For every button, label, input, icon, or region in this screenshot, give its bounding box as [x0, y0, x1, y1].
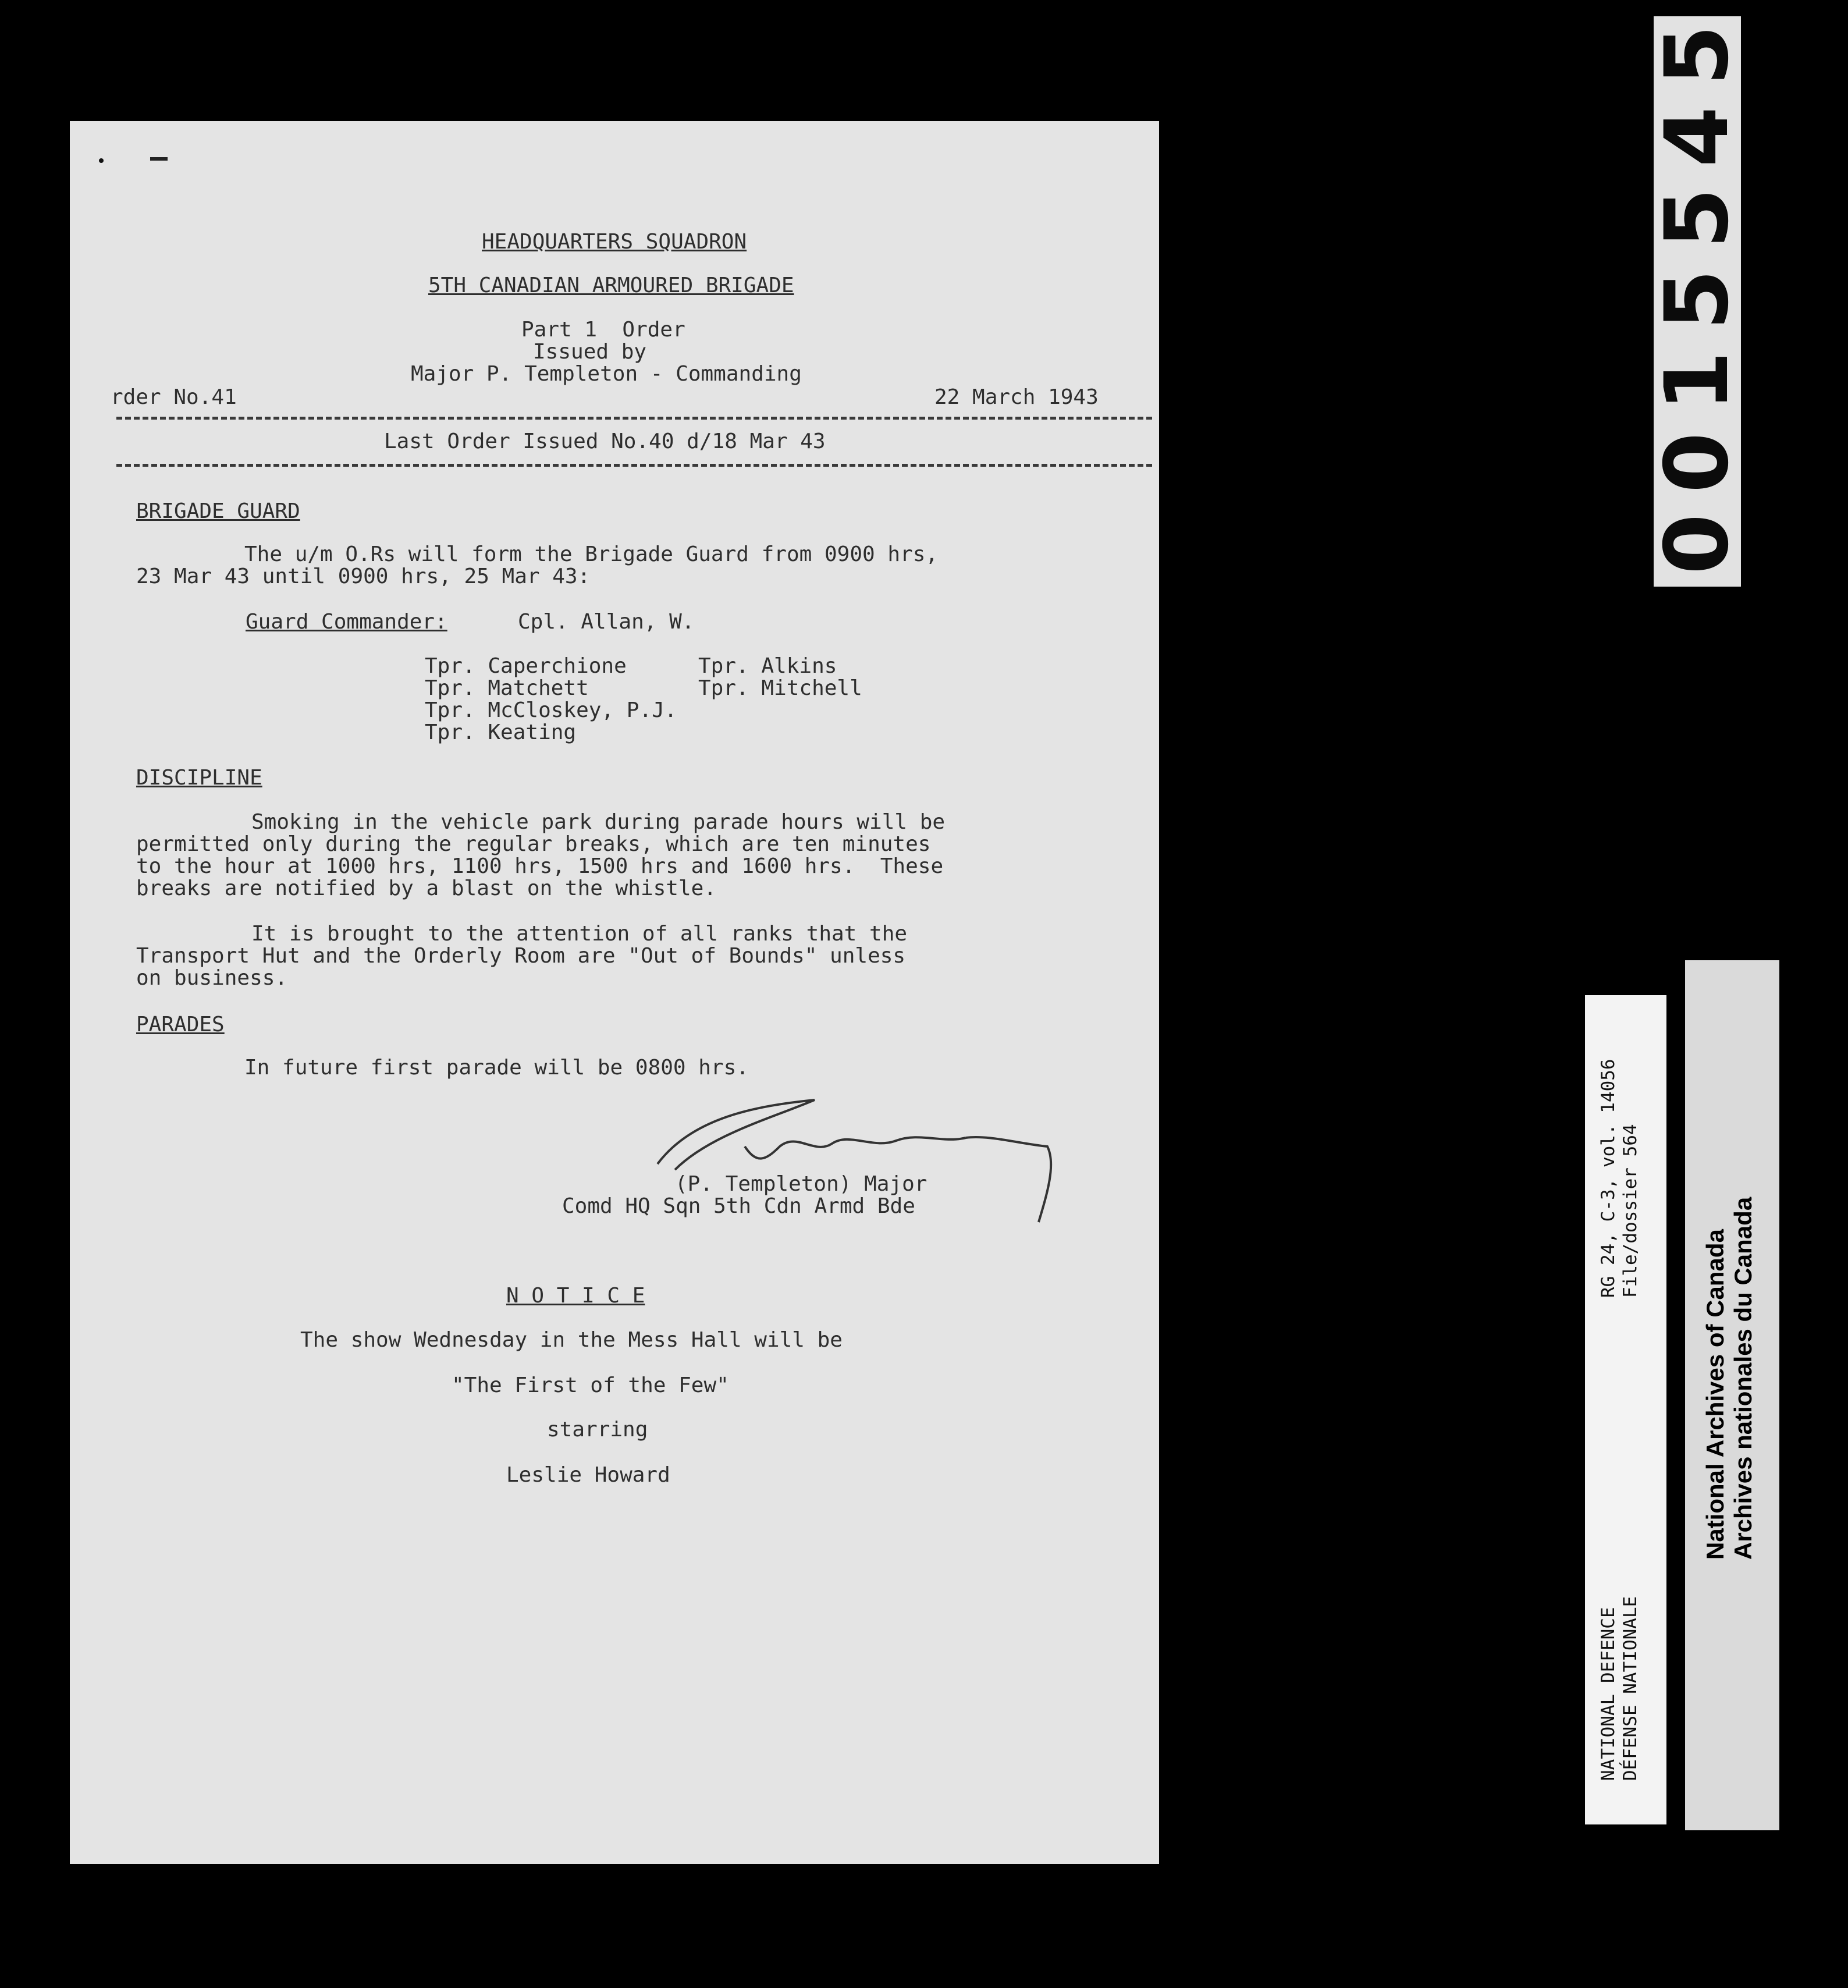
brigade-guard-text: The u/m O.Rs will form the Brigade Guard from 0900 hrs,: [244, 542, 939, 566]
stamp-digit: 1: [1647, 350, 1748, 412]
stamp-digit: 5: [1647, 187, 1748, 249]
department-fr: DÉFENSE NATIONALE: [1620, 1596, 1641, 1781]
guard-member: Tpr. Alkins: [698, 654, 837, 678]
discipline-text: permitted only during the regular breaks, which are ten minutes: [136, 832, 931, 856]
notice-text: The show Wednesday in the Mess Hall will be: [300, 1328, 843, 1352]
stamp-digit: 5: [1647, 24, 1748, 86]
stamp-digit: 0: [1647, 432, 1748, 494]
signature-name: (P. Templeton) Major: [675, 1172, 927, 1196]
national-archives-fr: Archives nationales du Canada: [1729, 1197, 1757, 1560]
guard-member: Tpr. Caperchione: [425, 654, 627, 678]
stamp-digit: 4: [1647, 106, 1748, 168]
guard-commander-label: Guard Commander:: [246, 610, 447, 634]
discipline-text: to the hour at 1000 hrs, 1100 hrs, 1500 hrs and 1600 hrs. These: [136, 854, 944, 878]
section-heading-parades: PARADES: [136, 1013, 225, 1036]
notice-text: "The First of the Few": [452, 1373, 729, 1397]
guard-member: Tpr. Mitchell: [698, 676, 862, 700]
notice-heading: N O T I C E: [506, 1284, 645, 1308]
notice-text: starring: [547, 1418, 648, 1442]
section-heading-discipline: DISCIPLINE: [136, 766, 262, 790]
brigade-title: 5TH CANADIAN ARMOURED BRIGADE: [428, 274, 794, 297]
discipline-text: on business.: [136, 966, 288, 990]
order-date: 22 March 1943: [934, 385, 1099, 409]
parades-text: In future first parade will be 0800 hrs.: [244, 1056, 749, 1080]
page-speck: [99, 158, 104, 163]
dashed-rule-top: [116, 417, 1152, 420]
guard-member: Tpr. Keating: [425, 720, 577, 744]
brigade-guard-text: 23 Mar 43 until 0900 hrs, 25 Mar 43:: [136, 565, 591, 588]
archive-stamp-number: [1647, 16, 1748, 587]
guard-commander-name: Cpl. Allan, W.: [518, 610, 695, 634]
section-heading-brigade-guard: BRIGADE GUARD: [136, 499, 300, 523]
commander-line: Major P. Templeton - Commanding: [411, 362, 802, 386]
archive-reference: RG 24, C-3, vol. 14056: [1598, 1059, 1619, 1298]
discipline-text: Transport Hut and the Orderly Room are "Out of Bounds" unless: [136, 944, 906, 968]
guard-member: Tpr. Matchett: [425, 676, 589, 700]
stamp-digit: 0: [1647, 513, 1748, 575]
dashed-rule-bottom: [116, 464, 1152, 467]
discipline-text: It is brought to the attention of all ranks that the: [251, 922, 908, 946]
guard-member: Tpr. McCloskey, P.J.: [425, 698, 677, 722]
department-en: NATIONAL DEFENCE: [1598, 1607, 1619, 1781]
national-archives-en: National Archives of Canada: [1701, 1229, 1729, 1560]
unit-title: HEADQUARTERS SQUADRON: [482, 230, 747, 254]
stamp-digit: 5: [1647, 269, 1748, 331]
notice-text: Leslie Howard: [506, 1463, 670, 1487]
order-part: Part 1 Order: [521, 318, 685, 342]
last-order: Last Order Issued No.40 d/18 Mar 43: [384, 429, 826, 453]
page-speck: [150, 157, 168, 161]
signature-title: Comd HQ Sqn 5th Cdn Armd Bde: [562, 1194, 915, 1218]
issued-by: Issued by: [533, 340, 647, 364]
discipline-text: Smoking in the vehicle park during parade hours will be: [251, 810, 946, 834]
discipline-text: breaks are notified by a blast on the whistle.: [136, 876, 716, 900]
order-number: rder No.41: [111, 385, 237, 409]
archive-file: File/dossier 564: [1620, 1124, 1641, 1298]
